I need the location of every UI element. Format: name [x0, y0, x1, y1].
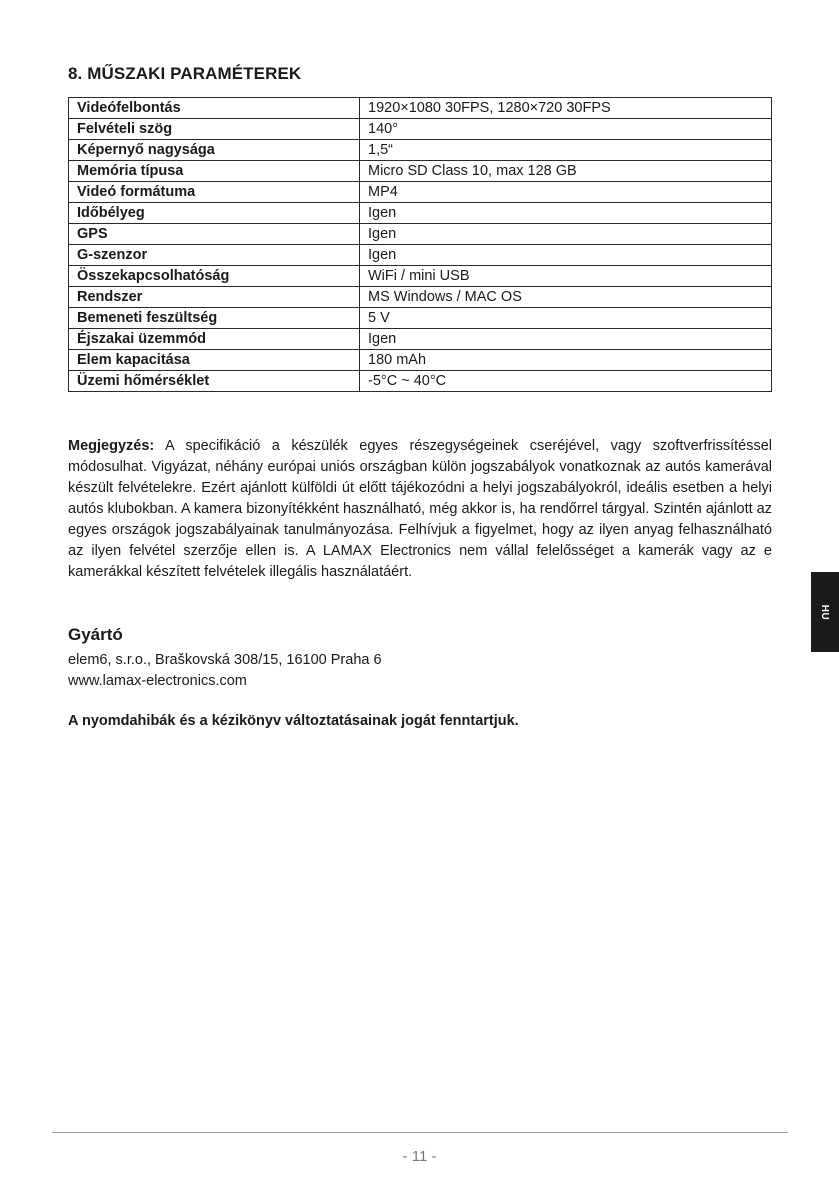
spec-row [69, 329, 772, 350]
spec-row [69, 203, 772, 224]
spec-value: 1,5“ [360, 140, 772, 161]
spec-value: 1920×1080 30FPS, 1280×720 30FPS [360, 98, 772, 119]
spec-value: Micro SD Class 10, max 128 GB [360, 161, 772, 182]
spec-row [69, 308, 772, 329]
note-paragraph [68, 436, 772, 583]
spec-row [69, 287, 772, 308]
spec-label: Üzemi hőmérséklet [69, 371, 360, 392]
spec-row [69, 350, 772, 371]
spec-label: Összekapcsolhatóság [69, 266, 360, 287]
spec-label: Éjszakai üzemmód [69, 329, 360, 350]
spec-value: 180 mAh [360, 350, 772, 371]
spec-label: Elem kapacitása [69, 350, 360, 371]
spec-label: G-szenzor [69, 245, 360, 266]
spec-label: Memória típusa [69, 161, 360, 182]
spec-row [69, 266, 772, 287]
spec-row [69, 245, 772, 266]
spec-row [69, 182, 772, 203]
spec-row [69, 119, 772, 140]
spec-row [69, 224, 772, 245]
spec-label: Bemeneti feszültség [69, 308, 360, 329]
spec-value: Igen [360, 203, 772, 224]
note-text: A specifikáció a készülék egyes részegységeinek cseréjével, vagy szoftverfrissítéssel módosulhat. Vigyázat, néhány európai uniós országban külön jogszabályok vonatkoznak az autós kamerával készült felvételekre. Ezért ajánlott külföldi út előtt tájékozódni a helyi jogszabályokról, ideális esetben a helyi autós klubokban. A kamera bizonyítékként használható, még akkor is, ha rendőrrel tárgyal. Szintén ajánlott az egyes országok jogszabályainak tanulmányozása. Felhívjuk a figyelmet, hogy az ilyen anyag felhasználható az ilyen felvétel szerzője ellen is. A LAMAX Electronics nem vállal felelősséget a kamerák vagy az e kamerákkal készített felvételek illegális használatáért. [68, 438, 772, 580]
disclaimer: A nyomdahibák és a kézikönyv változtatásainak jogát fenntartjuk. [68, 713, 519, 729]
spec-row [69, 98, 772, 119]
spec-value: Igen [360, 329, 772, 350]
spec-label: Felvételi szög [69, 119, 360, 140]
manufacturer-address: elem6, s.r.o., Braškovská 308/15, 16100 Praha 6 [68, 652, 382, 668]
spec-label: GPS [69, 224, 360, 245]
spec-value: WiFi / mini USB [360, 266, 772, 287]
spec-value: 5 V [360, 308, 772, 329]
spec-value: Igen [360, 245, 772, 266]
spec-label: Képernyő nagysága [69, 140, 360, 161]
spec-row [69, 161, 772, 182]
footer-divider [52, 1132, 788, 1133]
spec-value: 140° [360, 119, 772, 140]
spec-label: Videófelbontás [69, 98, 360, 119]
spec-row [69, 371, 772, 392]
manufacturer-title: Gyártó [68, 625, 123, 644]
spec-label: Videó formátuma [69, 182, 360, 203]
section-title: 8. MŰSZAKI PARAMÉTEREK [68, 64, 302, 83]
spec-value: MP4 [360, 182, 772, 203]
spec-row [69, 140, 772, 161]
spec-value: Igen [360, 224, 772, 245]
spec-label: Időbélyeg [69, 203, 360, 224]
language-tab-label: HU [819, 604, 831, 620]
page-number: - 11 - [402, 1148, 437, 1165]
spec-table [68, 97, 772, 392]
spec-value: -5°C ~ 40°C [360, 371, 772, 392]
note-label: Megjegyzés: [68, 438, 155, 454]
language-tab [811, 572, 839, 652]
spec-value: MS Windows / MAC OS [360, 287, 772, 308]
spec-label: Rendszer [69, 287, 360, 308]
manufacturer-website: www.lamax-electronics.com [68, 673, 247, 689]
